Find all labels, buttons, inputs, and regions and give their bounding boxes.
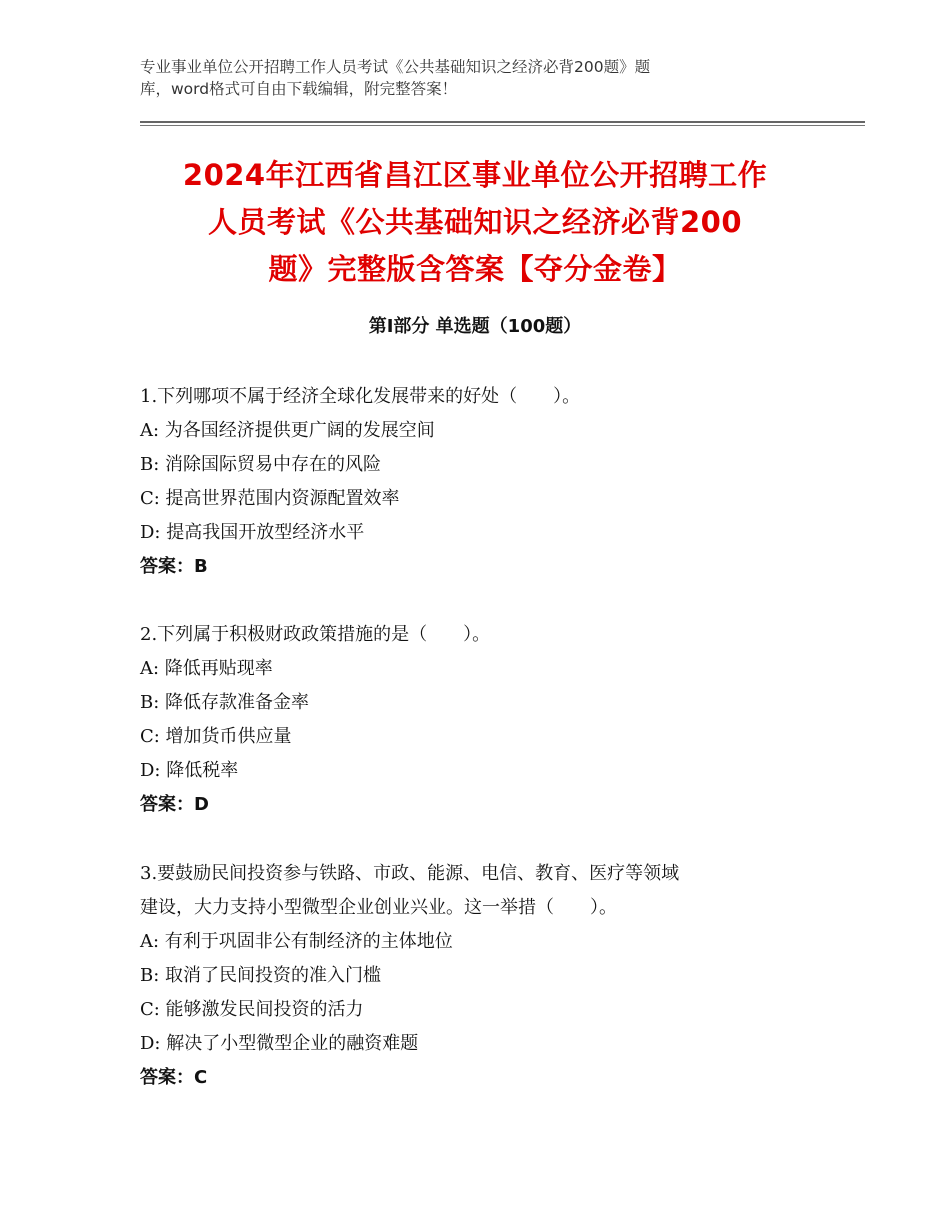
header-divider-thin xyxy=(140,125,865,126)
question-stem: 2.下列属于积极财政政策措施的是（ ）。 xyxy=(140,624,491,645)
title-line: 2024年江西省昌江区事业单位公开招聘工作 xyxy=(182,158,768,192)
question-stem-line: 3.要鼓励民间投资参与铁路、市政、能源、电信、教育、医疗等领域 xyxy=(140,863,680,884)
question-stem-line: 建设，大力支持小型微型企业创业兴业。这一举措（ ）。 xyxy=(140,897,617,918)
option-a: A: 为各国经济提供更广阔的发展空间 xyxy=(140,420,435,441)
option-b: B: 取消了民间投资的准入门槛 xyxy=(140,965,382,986)
option-b: B: 消除国际贸易中存在的风险 xyxy=(140,454,382,475)
option-d: D: 提高我国开放型经济水平 xyxy=(140,522,365,543)
question-1 xyxy=(140,380,820,584)
title-line: 题》完整版含答案【夺分金卷】 xyxy=(268,252,682,286)
option-c: C: 提高世界范围内资源配置效率 xyxy=(140,488,400,509)
document-title xyxy=(120,152,830,293)
option-c: C: 能够激发民间投资的活力 xyxy=(140,999,364,1020)
question-stem: 1.下列哪项不属于经济全球化发展带来的好处（ ）。 xyxy=(140,386,581,407)
option-d: D: 降低税率 xyxy=(140,760,239,781)
answer: 答案：B xyxy=(140,556,208,577)
option-a: A: 有利于巩固非公有制经济的主体地位 xyxy=(140,931,453,952)
option-d: D: 解决了小型微型企业的融资难题 xyxy=(140,1033,419,1054)
answer: 答案：C xyxy=(140,1067,208,1088)
header-note xyxy=(140,56,780,100)
header-divider xyxy=(140,121,865,123)
option-a: A: 降低再贴现率 xyxy=(140,658,273,679)
question-3 xyxy=(140,857,820,1095)
header-note-line: 库，word格式可自由下载编辑，附完整答案！ xyxy=(140,80,458,98)
option-c: C: 增加货币供应量 xyxy=(140,726,292,747)
question-2 xyxy=(140,618,820,822)
option-b: B: 降低存款准备金率 xyxy=(140,692,310,713)
header-note-line: 专业事业单位公开招聘工作人员考试《公共基础知识之经济必背200题》题 xyxy=(140,58,651,76)
title-line: 人员考试《公共基础知识之经济必背200 xyxy=(207,205,743,239)
answer: 答案：D xyxy=(140,794,209,815)
section-title: 第I部分 单选题（100题） xyxy=(368,316,582,337)
